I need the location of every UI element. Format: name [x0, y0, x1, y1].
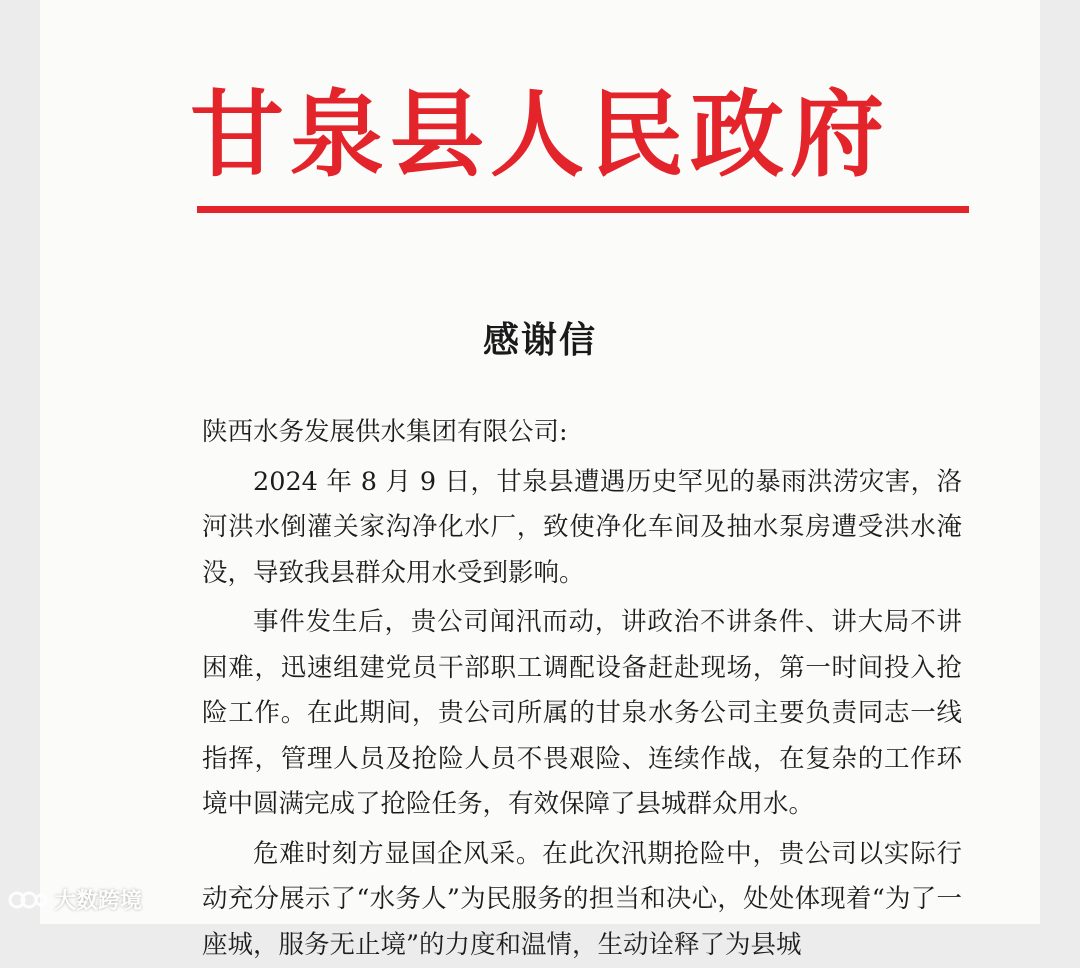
paragraph-1: 2024 年 8 月 9 日，甘泉县遭遇历史罕见的暴雨洪涝灾害，洛河洪水倒灌关家沟净化水厂，致使净化车间及抽水泵房遭受洪水淹没，导致我县群众用水受到影响。	[202, 460, 962, 597]
document-title: 感谢信	[40, 312, 1040, 363]
document-page	[40, 0, 1040, 924]
paragraph-3: 危难时刻方显国企风采。在此次汛期抢险中，贵公司以实际行动充分展示了“水务人”为民服务的担当和决心，处处体现着“为了一座城，服务无止境”的力度和温情，生动诠释了为县城	[202, 832, 962, 968]
watermark	[8, 884, 142, 915]
document-body	[202, 410, 962, 968]
salutation: 陕西水务发展供水集团有限公司:	[202, 410, 962, 456]
masthead-divider	[197, 206, 969, 213]
paragraph-2: 事件发生后，贵公司闻汛而动，讲政治不讲条件、讲大局不讲困难，迅速组建党员干部职工调配设备赶赴现场，第一时间投入抢险工作。在此期间，贵公司所属的甘泉水务公司主要负责同志一线指挥，管理人员及抢险人员不畏艰险、连续作战，在复杂的工作环境中圆满完成了抢险任务，有效保障了县城群众用水。	[202, 600, 962, 828]
watermark-text: 大数跨境	[54, 884, 142, 915]
logo-icon	[8, 887, 48, 913]
issuer-masthead: 甘泉县人民政府	[40, 80, 1040, 190]
